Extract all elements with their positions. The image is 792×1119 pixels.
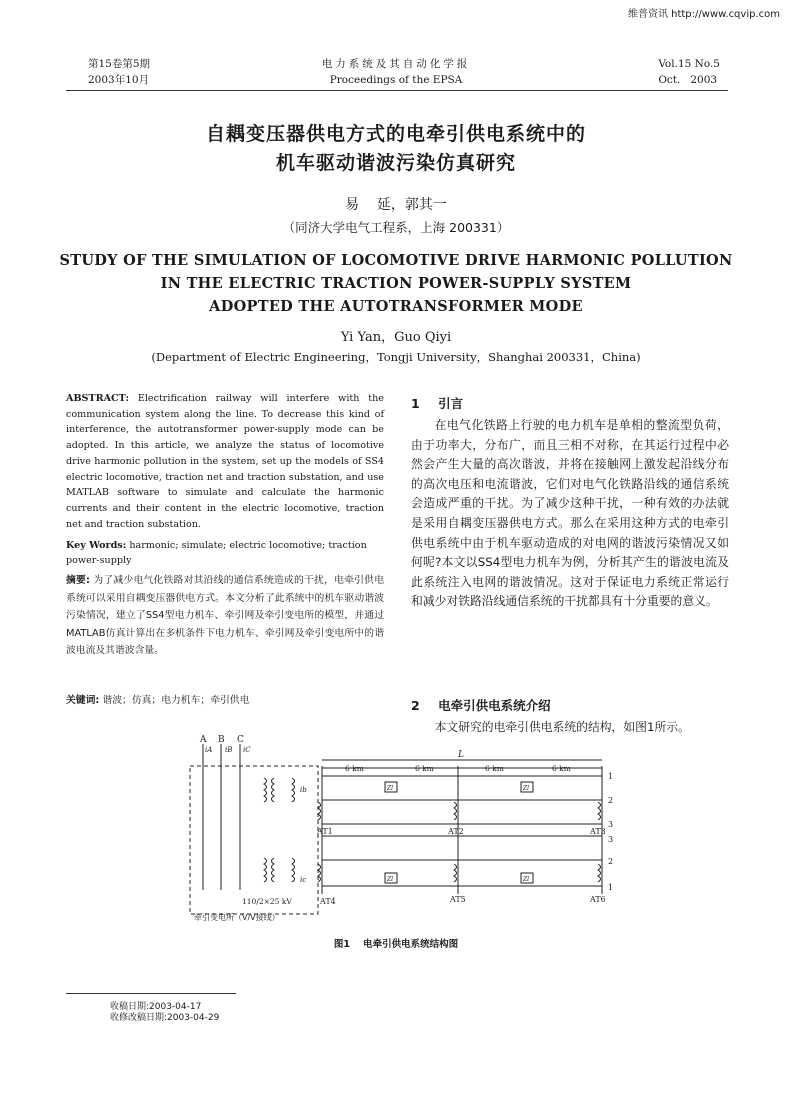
figure-1-diagram [180,730,630,926]
abstract-en [66,391,384,532]
journal-name-cn: 电力系统及其自动化学报 [321,58,471,70]
footnote-rule [66,993,236,994]
keywords-en-text: harmonic; simulate; electric locomotive; traction power-supply [66,540,367,566]
substation-box [190,766,318,914]
load-label-4: Zl [523,876,530,883]
segment-label-3: 6 km [485,764,504,773]
affiliation-en: (Department of Electric Engineering，Tongji University，Shanghai 200331，China) [151,350,641,364]
volume-date: Oct. 2003 [658,74,718,86]
segment-label-1: 6 km [345,764,364,773]
title-cn-line1: 自耦变压器供电方式的电牵引供电系统中的 [205,123,586,145]
section-2-heading [411,696,551,714]
at-label-1: AT1 [317,827,333,836]
load-label-1: Zl [387,785,394,792]
keywords-en [66,538,384,568]
segment-label-4: 6 km [552,764,571,773]
revised-date: 收修改稿日期:2003-04-29 [110,1013,220,1023]
title-en-line3: ADOPTED THE AUTOTRANSFORMER MODE [209,298,583,315]
at-label-2: AT2 [448,827,464,836]
section-1-number: 1 [411,396,420,411]
section-2-title: 电牵引供电系统介绍 [438,698,551,713]
watermark: 维普资讯 http://www.cqvip.com [627,9,780,20]
keywords-cn-text: 谐波；仿真；电力机车；牵引供电 [102,695,250,706]
section-2-body: 本文研究的电牵引供电系统的结构，如图1所示。 [434,720,690,734]
transformer-windings [264,778,295,882]
keywords-en-label: Key Words: [66,540,127,551]
at-label-4: AT4 [320,897,336,906]
phase-current-b: iB [225,746,233,754]
title-en-line2: IN THE ELECTRIC TRACTION POWER-SUPPLY SYSTEM [160,275,632,292]
section-1-body: 在电气化铁路上行驶的电力机车是单相的整流型负荷，由于功率大，分布广，而且三相不对称，在其运行过程中必然会产生大量的高次谐波，并将在接触网上激发起沿线分布的高次电压和电流谐波，它们对电气化铁路沿线的通信系统会造成严重的干扰。为了减少这种干扰，一种有效的办法就是采用自耦变压器供电方式。那么在采用这种方式的电牵引供电系统中由于机车驱动造成的对电网的谐波污染情况又如何呢?本文以SS4型电力机车为例，分析其产生的谐波电流及此系统注入电网的谐波情况。这对于保证电力系统正常运行和减少对铁路沿线通信系统的干扰都具有十分重要的意义。 [411,418,729,609]
header-rule [66,90,728,91]
segment-label-2: 6 km [415,764,434,773]
load-label-2: Zl [523,785,530,792]
keywords-cn [66,692,384,706]
line-number-bottom-1: 1 [608,883,614,892]
section-1-title: 引言 [438,396,464,411]
volume-info [658,56,720,88]
issue-volume: 第15卷第5期 [88,58,151,70]
autotransformer-coils [318,802,601,882]
issue-date: 2003年10月 [88,74,150,86]
winding-current-b: ib [300,786,307,794]
abstract-cn [66,572,384,660]
line-number-top-3: 3 [608,820,614,829]
paper-title-cn [0,120,792,178]
abstract-en-text: Electrification railway will interfere with the communication system along the line. To decrease this kind of interference, the autotransformer power-supply mode can be adopted. In this article, we analyze the status of locomotive drive harmonic pollution in the system, set up the models of SS4 electric locomotive, traction net and traction substation, and use MATLAB software to simulate and calculate the harmonic currents and their content in the electric locomotive, traction net and traction substation. [66,393,384,530]
phase-label-c: C [237,735,244,745]
figure-1-caption: 图1 电牵引供电系统结构图 [333,939,459,950]
transformer-rating: 110/2×25 kV [242,897,292,906]
paper-title-en [0,249,792,318]
load-label-3: Zl [387,876,394,883]
length-label: L [458,750,464,760]
line-number-top-1: 1 [608,772,614,781]
at-label-5: AT5 [450,895,466,904]
phase-label-b: B [218,735,225,745]
received-date: 收稿日期:2003-04-17 [110,1002,202,1012]
affiliation-cn: （同济大学电气工程系，上海 200331） [282,220,510,235]
abstract-cn-label: 摘要: [66,575,90,586]
at-label-6: AT6 [590,895,606,904]
phase-current-a: iA [205,746,213,754]
keywords-cn-label: 关键词: [66,695,100,706]
journal-name-en: Proceedings of the EPSA [329,74,463,86]
line-number-bottom-3: 3 [608,835,614,844]
title-en-line1: STUDY OF THE SIMULATION OF LOCOMOTIVE DRIVE HARMONIC POLLUTION [59,252,733,269]
authors-cn: 易 延，郭其一 [345,197,447,213]
phase-current-c: iC [243,746,251,754]
substation-label: 牵引变电所（V/V接线） [194,913,280,922]
line-number-top-2: 2 [608,796,614,805]
line-number-bottom-2: 2 [608,857,614,866]
footnote [110,1002,219,1024]
authors-en: Yi Yan，Guo Qiyi [340,330,452,345]
at-label-3: AT3 [590,827,606,836]
section-2-number: 2 [411,698,420,713]
section-1-heading [411,394,463,412]
abstract-cn-text: 为了减少电气化铁路对其沿线的通信系统造成的干扰，电牵引供电系统可以采用自耦变压器供电方式。本文分析了此系统中的机车驱动谐波污染情况，建立了SS4型电力机车、牵引网及牵引变电所的模型，并通过MATLAB仿真计算出在多机条件下电力机车、牵引网及牵引变电所中的谐波电流及其谐波含量。 [66,575,385,656]
winding-current-c: ic [300,876,307,884]
phase-label-a: A [200,735,207,745]
title-cn-line2: 机车驱动谐波污染仿真研究 [275,152,516,174]
abstract-en-label: ABSTRACT: [66,393,130,404]
volume-number: Vol.15 No.5 [658,58,720,70]
